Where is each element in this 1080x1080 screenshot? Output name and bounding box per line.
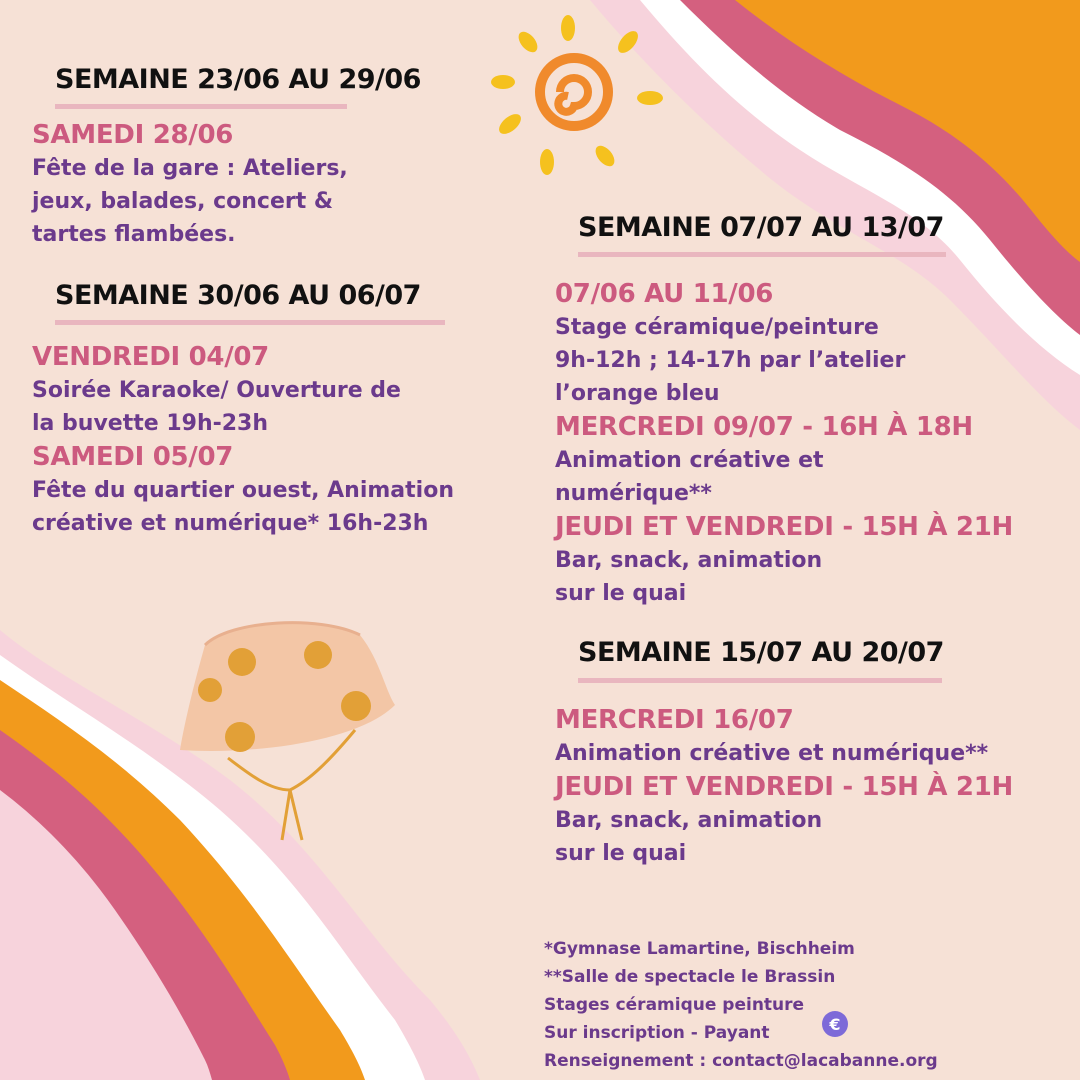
event-block (32, 118, 348, 251)
footer-line: Stages céramique peinture (544, 995, 805, 1015)
event-day: JEUDI ET VENDREDI - 15H À 21H (555, 512, 1013, 542)
event-day: JEUDI ET VENDREDI - 15H À 21H (555, 772, 1013, 802)
event-block (555, 277, 1013, 610)
week-underline (578, 678, 942, 683)
event-block (32, 340, 454, 540)
week-underline (55, 104, 347, 109)
event-description: Stage céramique/peinture 9h-12h ; 14-17h par l’atelier l’orange bleu (555, 315, 906, 406)
event-description: Fête de la gare : Ateliers, jeux, balades, concert & tartes flambées. (32, 156, 348, 247)
footer-line: *Gymnase Lamartine, Bischheim (544, 939, 855, 959)
footer-line: Renseignement : contact@lacabanne.org (544, 1051, 938, 1071)
event-day: SAMEDI 28/06 (32, 120, 234, 150)
event-day: MERCREDI 09/07 - 16H À 18H (555, 412, 973, 442)
event-description: Soirée Karaoke/ Ouverture de la buvette 19h-23h (32, 378, 401, 436)
event-description: Fête du quartier ouest, Animation créative et numérique* 16h-23h (32, 478, 454, 536)
event-day: SAMEDI 05/07 (32, 442, 234, 472)
svg-text:€: € (829, 1015, 841, 1034)
week-title: SEMAINE 07/07 AU 13/07 (578, 212, 944, 243)
week-title: SEMAINE 30/06 AU 06/07 (55, 280, 421, 311)
footer-line: **Salle de spectacle le Brassin (544, 967, 836, 987)
event-description: Bar, snack, animation sur le quai (555, 808, 823, 866)
week-underline (55, 320, 445, 325)
footer-line: Sur inscription - Payant (544, 1023, 770, 1043)
event-day: VENDREDI 04/07 (32, 342, 269, 372)
event-description: Animation créative et numérique** (555, 741, 989, 766)
event-block (555, 703, 1013, 870)
event-description: Animation créative et numérique** (555, 448, 824, 506)
week-title: SEMAINE 15/07 AU 20/07 (578, 637, 944, 668)
sun-icon (491, 15, 663, 175)
event-day: 07/06 AU 11/06 (555, 279, 774, 309)
week-title: SEMAINE 23/06 AU 29/06 (55, 64, 421, 95)
event-day: MERCREDI 16/07 (555, 705, 794, 735)
footer-notes (544, 935, 938, 1075)
week-underline (578, 252, 946, 257)
event-description: Bar, snack, animation sur le quai (555, 548, 823, 606)
